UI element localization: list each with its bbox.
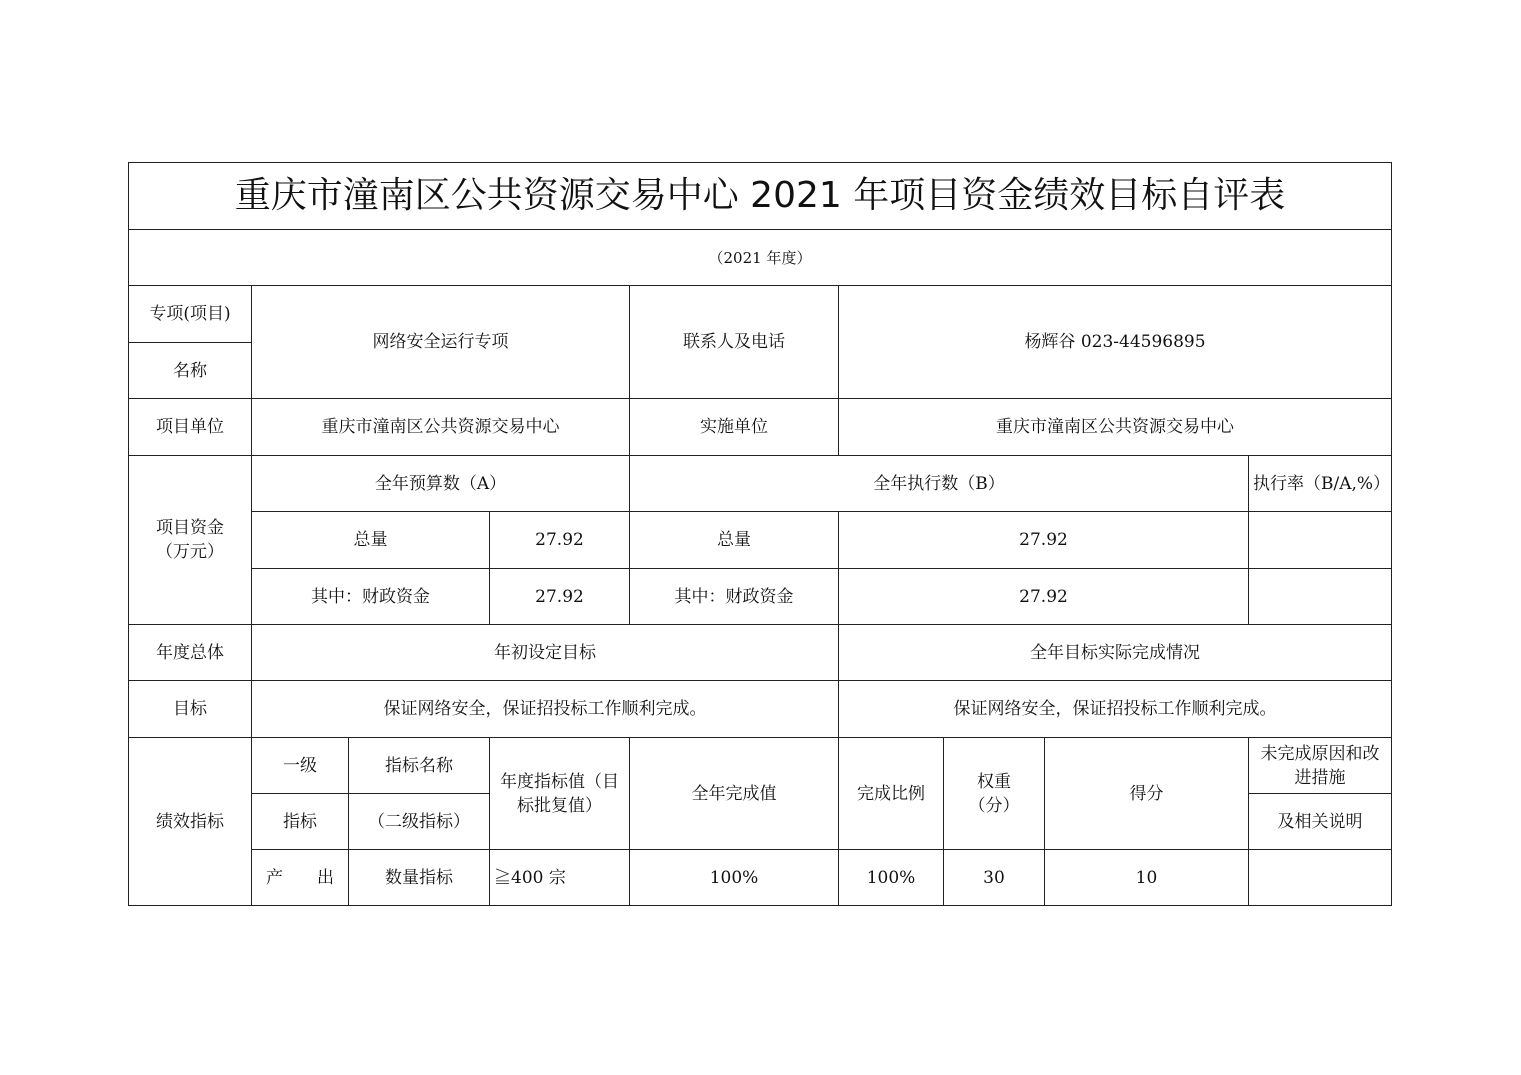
- project-unit-value: 重庆市潼南区公共资源交易中心: [252, 399, 630, 456]
- total-label-a: 总量: [252, 512, 490, 569]
- row-ratio: 100%: [839, 850, 944, 905]
- performance-label: 绩效指标: [129, 738, 252, 905]
- project-unit-label: 项目单位: [129, 399, 252, 456]
- col-ratio: 完成比例: [839, 738, 944, 850]
- col-actual: 全年完成值: [630, 738, 839, 850]
- col-weight: 权重 （分）: [944, 738, 1045, 850]
- total-value-b: 27.92: [839, 512, 1249, 569]
- row-target: ≧400 宗: [490, 850, 630, 905]
- row-name: 数量指标: [349, 850, 490, 905]
- self-evaluation-table: [128, 162, 1392, 906]
- row-actual: 100%: [630, 850, 839, 905]
- col-name-bottom: （二级指标）: [349, 794, 490, 850]
- col-name-top: 指标名称: [349, 738, 490, 794]
- overall-label-bottom: 目标: [129, 681, 252, 738]
- col-reason-bottom: 及相关说明: [1249, 794, 1391, 850]
- project-label-bottom: 名称: [129, 343, 252, 399]
- row-weight: 30: [944, 850, 1045, 905]
- row-score: 10: [1045, 850, 1249, 905]
- total-value-a: 27.92: [490, 512, 630, 569]
- initial-target-value: 保证网络安全，保证招投标工作顺利完成。: [252, 681, 839, 738]
- budget-header: 全年预算数（A）: [252, 456, 630, 512]
- actual-target-value: 保证网络安全，保证招投标工作顺利完成。: [839, 681, 1391, 738]
- total-label-b: 总量: [630, 512, 839, 569]
- fiscal-rate: [1249, 569, 1391, 625]
- project-name: 网络安全运行专项: [252, 286, 630, 399]
- funds-label: 项目资金 （万元）: [129, 456, 252, 625]
- col-reason-top: 未完成原因和改 进措施: [1249, 738, 1391, 794]
- col-target: 年度指标值（目 标批复值）: [490, 738, 630, 850]
- exec-header: 全年执行数（B）: [630, 456, 1249, 512]
- row-reason: [1249, 850, 1391, 905]
- col-score: 得分: [1045, 738, 1249, 850]
- contact-label: 联系人及电话: [630, 286, 839, 399]
- actual-target-header: 全年目标实际完成情况: [839, 625, 1391, 681]
- fiscal-value-a: 27.92: [490, 569, 630, 625]
- row-level: 产 出: [252, 850, 349, 905]
- fiscal-label-b: 其中：财政资金: [630, 569, 839, 625]
- impl-unit-label: 实施单位: [630, 399, 839, 456]
- total-rate: [1249, 512, 1391, 569]
- fiscal-label-a: 其中：财政资金: [252, 569, 490, 625]
- col-level-bottom: 指标: [252, 794, 349, 850]
- overall-label-top: 年度总体: [129, 625, 252, 681]
- impl-unit-value: 重庆市潼南区公共资源交易中心: [839, 399, 1391, 456]
- col-level-top: 一级: [252, 738, 349, 794]
- year-note: （2021 年度）: [129, 230, 1391, 286]
- project-label-top: 专项(项目): [129, 286, 252, 343]
- initial-target-header: 年初设定目标: [252, 625, 839, 681]
- fiscal-value-b: 27.92: [839, 569, 1249, 625]
- page-title: 重庆市潼南区公共资源交易中心 2021 年项目资金绩效目标自评表: [129, 163, 1391, 230]
- contact-value: 杨辉谷 023-44596895: [839, 286, 1391, 399]
- rate-header: 执行率（B/A,%）: [1249, 456, 1391, 512]
